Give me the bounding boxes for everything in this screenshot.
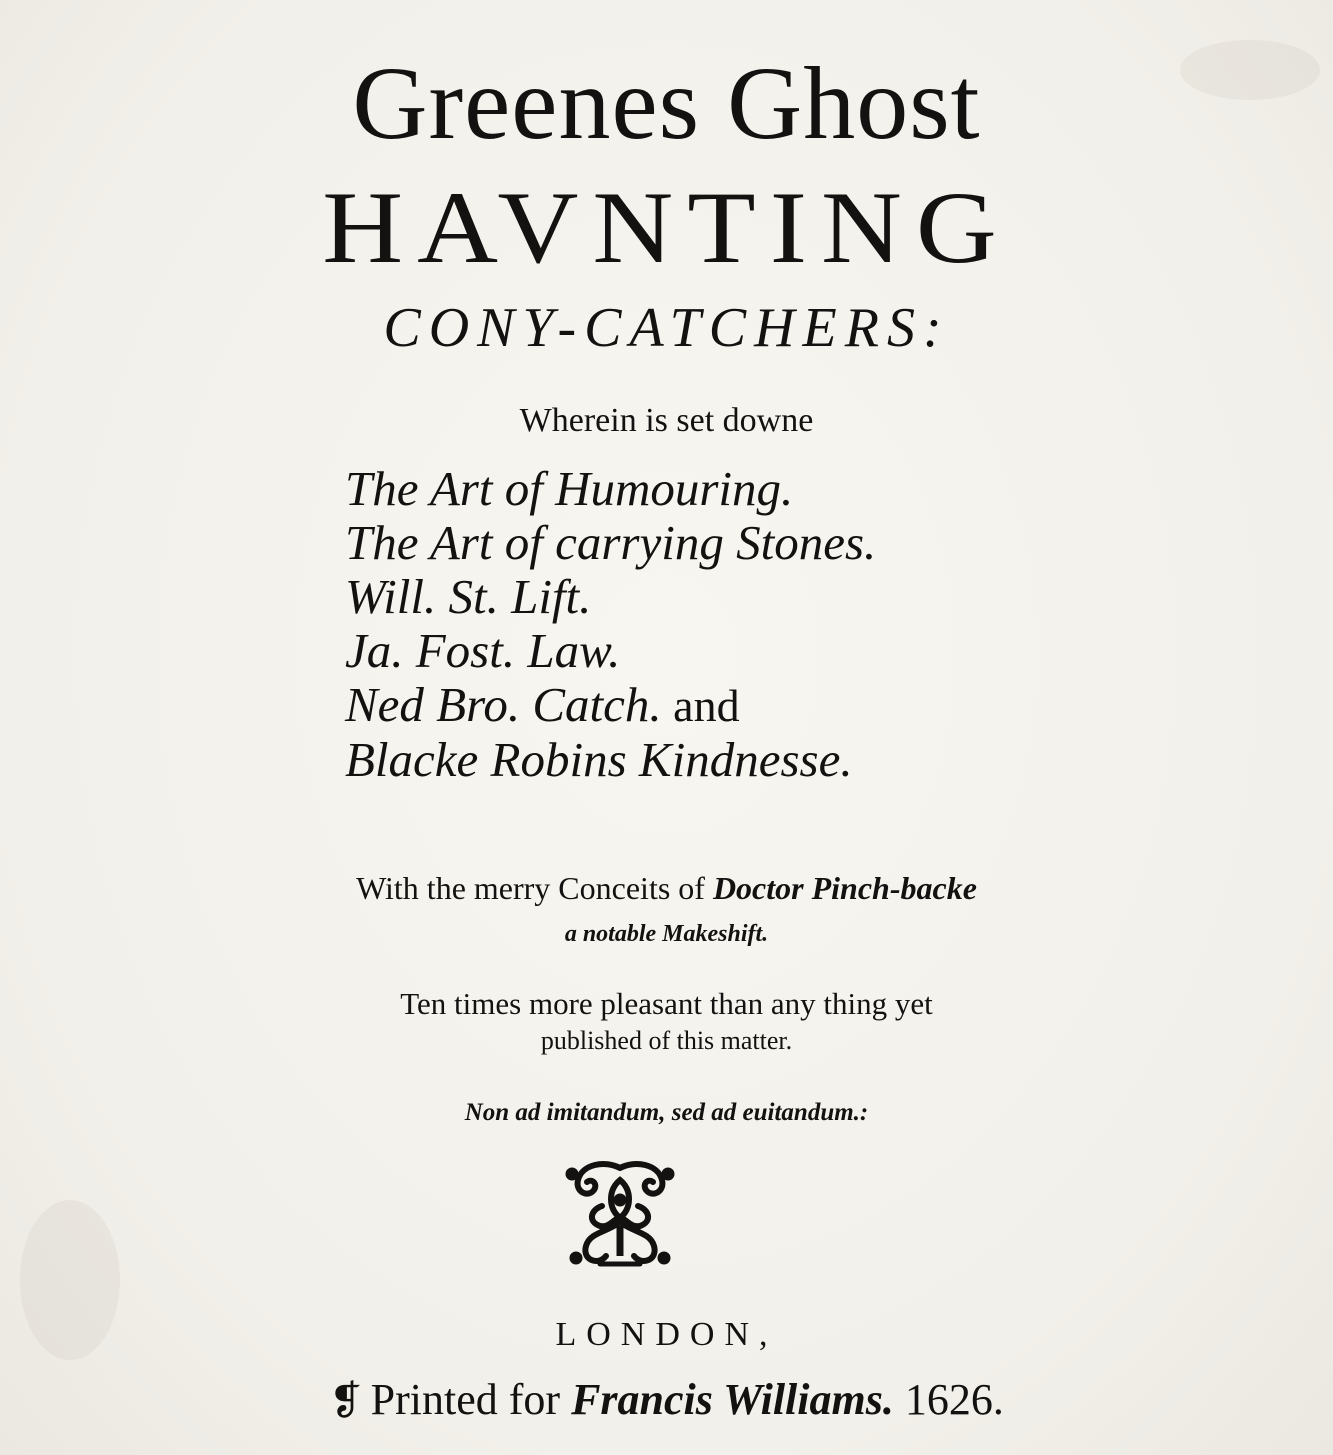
contents-list	[345, 462, 1045, 787]
contents-item: The Art of carrying Stones.	[345, 515, 877, 570]
latin-motto: Non ad imitandum, sed ad euitandum.:	[464, 1099, 869, 1126]
imprint-year: 1626.	[904, 1375, 1004, 1424]
merry-prefix: With the merry Conceits of	[356, 870, 713, 906]
contents-item: Ja. Fost. Law.	[345, 623, 621, 678]
printers-fleuron-icon	[560, 1160, 680, 1275]
contents-item: Will. St. Lift.	[345, 569, 592, 624]
contents-item: The Art of Humouring.	[345, 461, 794, 516]
title-line-2: HAVNTING	[322, 170, 1011, 286]
notable-makeshift: a notable Makeshift.	[564, 921, 769, 947]
doctor-name: Doctor Pinch-backe	[712, 870, 977, 906]
imprint-line	[0, 1375, 1333, 1424]
imprint-city: LONDON,	[555, 1316, 778, 1353]
paragraph-mark-icon: ❡	[329, 1378, 363, 1423]
contents-item: Blacke Robins Kindnesse.	[345, 732, 853, 787]
printer-name: Francis Williams.	[571, 1375, 894, 1424]
contents-item-suffix: and	[661, 680, 740, 731]
pleasant-line-2: published of this matter.	[540, 1026, 793, 1055]
title-line-3: CONY-CATCHERS:	[383, 297, 950, 359]
title-line-1: Greenes Ghost	[352, 46, 981, 161]
contents-item: Ned Bro. Catch. and	[345, 677, 740, 732]
subtitle: Wherein is set downe	[519, 402, 814, 439]
imprint-prefix: Printed for	[370, 1375, 572, 1424]
merry-conceits-line	[0, 872, 1333, 904]
pleasant-line-1: Ten times more pleasant than any thing yet	[400, 986, 933, 1021]
